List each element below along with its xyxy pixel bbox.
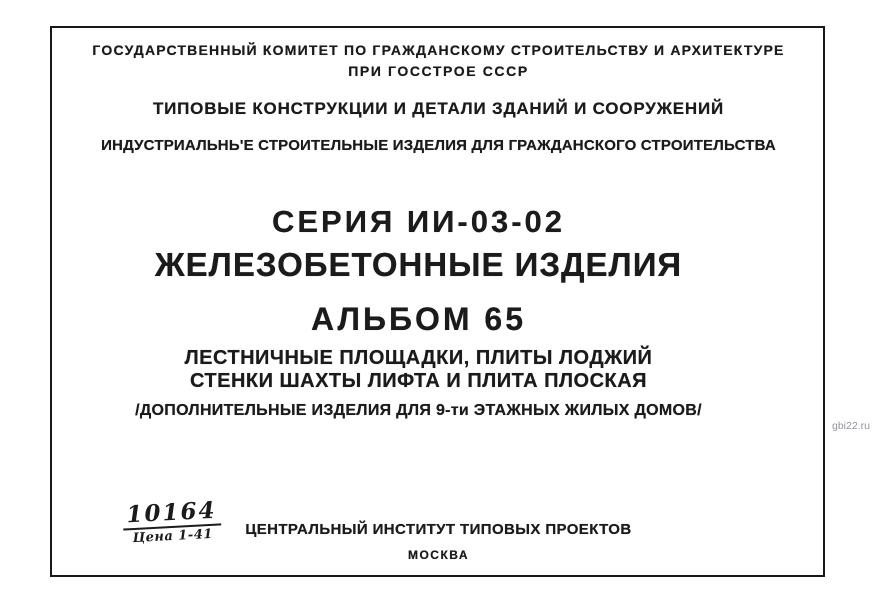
album-note: /ДОПОЛНИТЕЛЬНЫЕ ИЗДЕЛИЯ ДЛЯ 9-ти ЭТАЖНЫХ ЖИЛЫХ ДОМОВ/ <box>135 402 702 419</box>
album-title: АЛЬБОМ 65 <box>311 301 526 337</box>
committee-line-2: ПРИ ГОССТРОЕ СССР <box>348 63 529 79</box>
album-subtitle-line-2: СТЕНКИ ШАХТЫ ЛИФТА И ПЛИТА ПЛОСКАЯ <box>189 370 648 392</box>
city-name: МОСКВА <box>407 548 470 562</box>
subcategory-line: ИНДУСТРИАЛЬНЬ'Е СТРОИТЕЛЬНЫЕ ИЗДЕЛИЯ ДЛЯ ГРАЖДАНСКОГО СТРОИТЕЛЬСТВА <box>101 137 776 154</box>
series-title: СЕРИЯ ИИ-03-02 <box>271 204 566 239</box>
institute-name: ЦЕНТРАЛЬНЫЙ ИНСТИТУТ ТИПОВЫХ ПРОЕКТОВ <box>245 521 632 538</box>
album-subtitle-line-1: ЛЕСТНИЧНЫЕ ПЛОЩАДКИ, ПЛИТЫ ЛОДЖИЙ <box>184 347 653 369</box>
order-number: 10164 <box>122 497 221 530</box>
category-line: ТИПОВЫЕ КОНСТРУКЦИИ И ДЕТАЛИ ЗДАНИЙ И СООРУЖЕНИЙ <box>152 99 725 118</box>
price-label: Цена 1-41 <box>132 527 214 547</box>
products-title: ЖЕЛЕЗОБЕТОННЫЕ ИЗДЕЛИЯ <box>154 246 683 283</box>
watermark: gbi22.ru <box>832 420 870 432</box>
committee-line-1: ГОСУДАРСТВЕННЫЙ КОМИТЕТ ПО ГРАЖДАНСКОМУ СТРОИТЕЛЬСТВУ И АРХИТЕКТУРЕ <box>92 42 785 58</box>
